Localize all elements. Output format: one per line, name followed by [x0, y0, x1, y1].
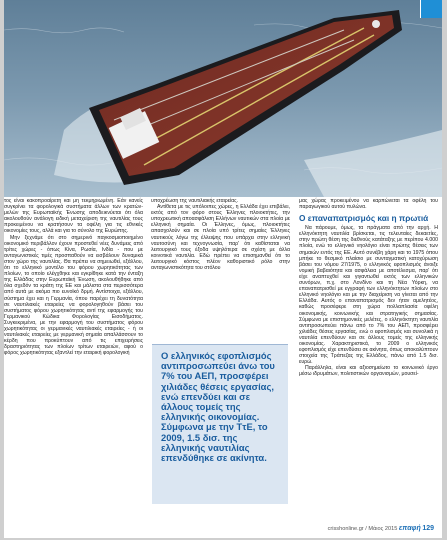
column-middle: [151, 198, 290, 271]
col1-para-1: τος είναι κακοπροαίρετη και μη τεκμηριωμένη. Εάν κανείς συγκρίνει τα φορολογικά συστήματα άλλων των κρατών-μελών της Ευρωπαϊκής Ένωσης αποδεικνύεται ότι όλα ακολουθούν ανάλογη ειδική μεταχείριση της ναυτιλίας τους προκειμένου να κρατήσουν τα οφέλη για τις εθνικές οικονομίες τους, αλλά και για το σύνολο της Ευρώπης.: [4, 198, 143, 235]
page-number: 129: [422, 525, 434, 532]
footer-issue: Μάιος 2015: [368, 526, 398, 532]
col3-intro: μας χώρας προκειμένου να καρπώνεται τα οφέλη του παραγωγικού αυτού πυλώνα.: [299, 198, 438, 211]
tanker-illustration: [4, 0, 442, 197]
col1-para-2: Μην ξεχνάμε ότι στο σημερινό παγκοσμιοποιημένο οικονομικό περιβάλλον έχουν προστεθεί νέες δυνάμεις από τρίτες χώρες - όπως Κίνα, Ρωσία, Ινδία - που με ανταγωνιστικές τιμές προσπαθούν να εισβάλουν δυναμικά στον χώρο της ναυτιλίας. Θα πρέπει να σημειωθεί, εξάλλου, ότι το ελληνικό μοντέλο του φόρου χωρητικότητας των πλοίων, το οποίο ελέγχθηκε και εγκρίθηκε κατά την ένταξη της Ελλάδας στην Ευρωπαϊκή Ένωση, ακολουθήθηκε από όλα σχεδόν τα κράτη της ΕΕ και μάλιστα στα περισσότερα από αυτά με ακόμα πιο ευνοϊκό δρμή. Αντίστοιχα, εξάλλου, σύστημα έχει και η Γερμανία, όπου παρέχει τη δυνατότητα σε ναυτιλιακές εταιρείες να φορολογηθούν βάσει του συστήματος φόρου χωρητικότητας αντί της εφαρμογής του Γερμανικού Κώδικα Φορολογίας Εισοδήματος. Συγκεκριμένα, με την εφαρμογή του συστήματος φόρου χωρητικότητας οι γερμανικές ναυτιλιακές εταιρείες - ή οι ναυτιλιακές εταιρείες με γερμανική σημαία απαλλάσσουν το κέρδη που προκύπτουν από τις επιχειρήσεις δραστηριότητας των πλοίων τρίτων εταιρειών, αφού ο φόρος χωρητικότητας εξαντλεί την εταιρική φορολογική: [4, 234, 143, 357]
pull-quote-box: [152, 344, 288, 504]
col2-para-1: υποχρέωση της ναυτιλιακής εταιρείας.: [151, 198, 239, 204]
column-left: [4, 198, 143, 356]
col3-para-1: Να πάρουμε, όμως, τα πράγματα από την αρχή. Η ελληνόκτητη ναυτιλία βρίσκεται, τις τελευταίες δεκαετίες, στην πρώτη θέση της διεθνούς κατάταξης με περίπου 4.000 πλοία, ενώ το ελληνικό νηολόγιο είναι πρώτης θέσεις των σημαιών εντός της ΕΕ. Αυτό συνέβη χάρη και το 1975 όπου μπήκε το θεσμικό πλαίσιο με συνταγματική κατοχύρωση βάσει του νόμου 27/1975, ο ελληνικός εφοπλισμός άνοιξε νομική βαβαιότητα και ασφάλεια με αποτέλεσμα, παρ' ότι είχε αναπτυχθεί και γιγαντωθεί εκτός των ελληνικών συνόρων, π.χ. στο Λονδίνο και τη Νέα Υόρκη, να επαναπατρισθεί με εγγραφή των ελληνόκτητων πλοίων στο ελληνικό νηολόγιο και με την διαχείριση να γίνεται από την Ελλάδα. Αυτός ο επαναπατρισμός δεν ήταν αμελητέος, καθώς προσέφερε στη χώρα πολλαπλασία οφέλη οικονομικής, κοινωνικής και στρατηγικής σημασίας. Σύμφωνα με επιστημονικές μελέτες, ο ελληνόκτητη ναυτιλία αντιπροσωπεύει πάνω από το 7% του ΑΕΠ, προσφέρει χιλιάδες θέσεις εργασίας, ενώ ο εφοπλισμός και συνολικά η ναυτιλία επενδύουν και σε άλλους τομείς της ελληνικής οικονομίας. Χαρακτηριστικά, το 2009 ο ελληνικός εφοπλισμός είχε επενδύσει σε ακίνητα, όπως αποκαλύπτουν στοιχεία της Τράπεζας της Ελλάδος, πάνω από 1.5 δισ. ευρώ.: [299, 225, 438, 366]
section-heading: Ο επαναπατρισμός και η πρωτιά: [299, 213, 429, 224]
column-right: [299, 198, 438, 378]
col2-para-2: Αντίθετα με τις υπόλοιπες χώρες, η Ελλάδα έχει επιβάλει, εκτός από τον φόρο στους Έλληνες πλοιοκτήτες, την υποχρεωτική αποασφάλιση Ελλήνων ναυτικών στα πλοία με ελληνική σημαία. Οι Έλληνες, όμως, πλοιοκτήτες απασχολούν και σε πλοία υπό τρίτες σημαίες Έλληνες ναυτικούς λόγω της έλλειψης που υπάρχει στην ελληνική ναυτοσύνη και τεχνογνωσία, παρ' ότι καθίσταται να λειτουργικό τους έξοδα υψηλότερα σε σχέση με άλλα κοινοτικά ναυτιλία. Εδώ πρέπει να επισημανθεί ότι το λειτουργικό κόστος πλέον καθοριστικό ρόλο στην ανταγωνιστικότητα του στόλου: [151, 204, 290, 272]
col3-para-2: Παράλληλα, είναι και αξιοσημείωτο το κοινωνικό έργο μέσω ιδρυμάτων, πολιτιστικών οργανισμών, μουσεί-: [299, 365, 438, 378]
footer-brand: επαφή: [398, 525, 421, 532]
page-footer: crisshonline.gr / Μάιος 2015 επαφή 129: [327, 525, 434, 532]
tanker-photo: [4, 0, 442, 197]
magazine-page: [4, 0, 442, 538]
corner-tab: [420, 0, 442, 18]
footer-site: crisshonline.gr: [327, 526, 364, 532]
pull-quote-text: Ο ελληνικός εφοπλισμός αντιπροσωπεύει άνω του 7% του ΑΕΠ, προσφέρει χιλιάδες θέσεις εργασίας, ενώ επενδύει και σε άλλους τομείς της ελληνικής οικονομίας. Σύμφωνα με την ΤτΕ, το 2009, 1.5 δισ. της ελληνικής ναυτιλίας επενδύθηκε σε ακίνητα.: [161, 350, 275, 464]
